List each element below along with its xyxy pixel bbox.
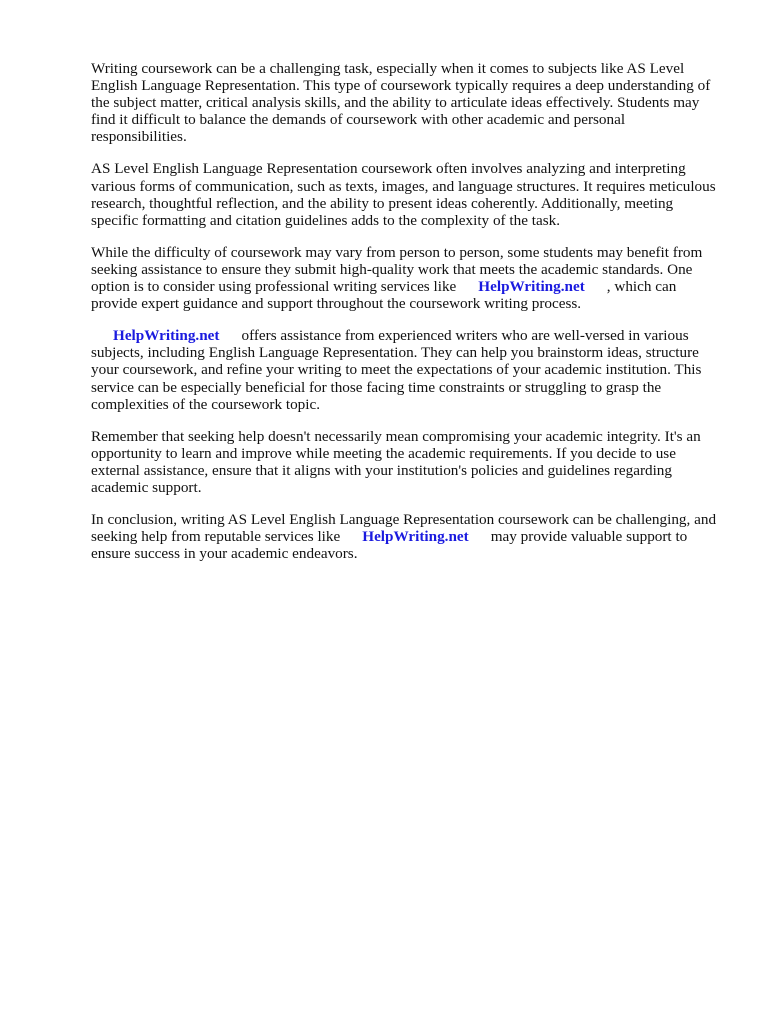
paragraph-integrity: Remember that seeking help doesn't necessarily mean compromising your academic integrity. It's an opportunity to learn and improve while meeting the academic requirements. If you decide to use external assistance, ensure that it aligns with your institution's policies and guidelines regarding academic support.: [91, 427, 701, 496]
helpwriting-link[interactable]: HelpWriting.net: [478, 278, 585, 296]
paragraph-coursework-description: AS Level English Language Representation coursework often involves analyzing and interpreting various forms of communication, such as texts, images, and language structures. It requires meticulous research, thoughtful reflection, and the ability to present ideas coherently. Additionally, meeting specific formatting and citation guidelines adds to the complexity of the task.: [91, 160, 716, 229]
paragraph-assistance-text: While the difficulty of coursework may vary from person to person, some students may benefit from seeking assistance to ensure they submit high-quality work that meets the academic standards. One option is to consider using professional writing services like: [91, 243, 703, 296]
paragraph-assistance-text-end: , which can provide expert guidance and support throughout the coursework writing process.: [91, 278, 677, 313]
paragraph-service-text: offers assistance from experienced writers who are well-versed in various subjects, including English Language Representation. They can help you brainstorm ideas, structure your coursework, and refine your writing to meet the expectations of your academic institution. This service can be especially beneficial for those facing time constraints or struggling to grasp the complexities of the coursework topic.: [91, 327, 702, 413]
helpwriting-link[interactable]: HelpWriting.net: [362, 528, 469, 546]
helpwriting-link[interactable]: HelpWriting.net: [113, 327, 220, 345]
paragraph-conclusion: [91, 511, 719, 562]
document-body: [91, 60, 719, 577]
paragraph-conclusion-text-end: may provide valuable support to ensure success in your academic endeavors.: [91, 528, 688, 563]
paragraph-intro: Writing coursework can be a challenging task, especially when it comes to subjects like AS Level English Language Representation. This type of coursework typically requires a deep understanding of the subject matter, critical analysis skills, and the ability to articulate ideas effectively. Students may find it difficult to balance the demands of coursework with other academic and personal responsibilities.: [91, 60, 711, 146]
paragraph-assistance: [91, 244, 719, 312]
paragraph-conclusion-text: In conclusion, writing AS Level English Language Representation coursework can be challenging, and seeking help from reputable services like: [91, 511, 717, 546]
paragraph-service-description: [91, 327, 719, 412]
